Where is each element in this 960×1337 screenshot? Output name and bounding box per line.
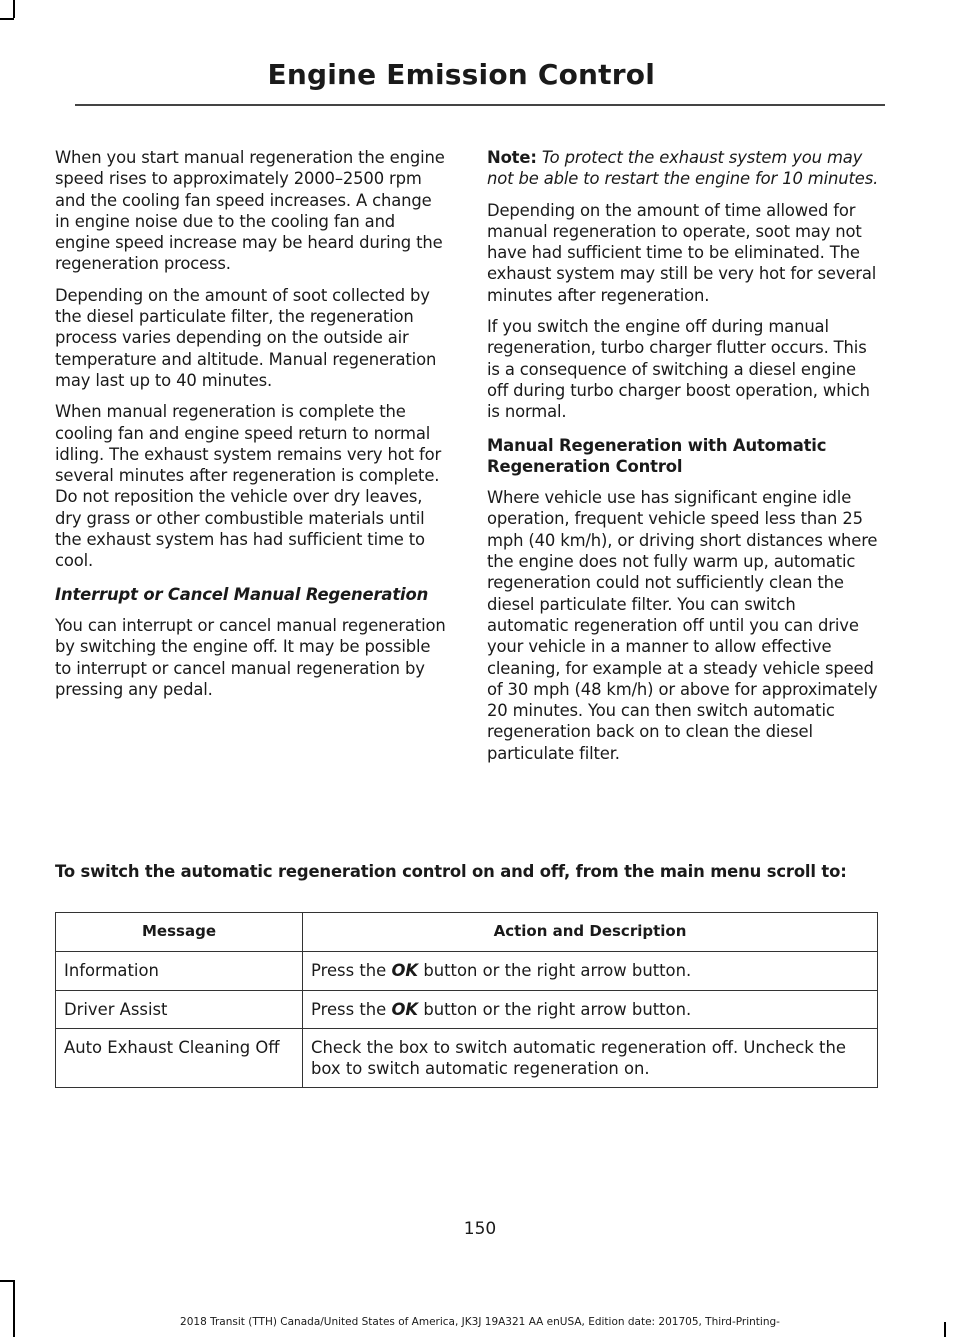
paragraph-regeneration-complete: When manual regeneration is complete the cooling fan and engine speed return to normal idling. The exhaust system remains very hot for several minutes after regeneration is complete. Do not reposition the vehicle over dry leaves, dry grass or other combustible materials until the exhaust system has had sufficient time to cool. xyxy=(55,402,442,571)
crop-mark-bottom-left-horizontal xyxy=(0,1280,14,1282)
table-row xyxy=(56,1028,878,1088)
menu-heading: To switch the automatic regeneration control on and off, from the main menu scroll to: xyxy=(55,862,847,881)
action-text: Press the xyxy=(311,999,392,1019)
table-row xyxy=(56,990,878,1028)
crop-mark-top-left-horizontal xyxy=(0,18,14,20)
paragraph-regeneration-start: When you start manual regeneration the engine speed rises to approximately 2000–2500 rpm and the cooling fan speed increases. A change in engine noise due to the cooling fan and engine speed increase may be heard during the regeneration process. xyxy=(55,148,445,274)
ok-button-label: OK xyxy=(391,999,419,1019)
header-divider xyxy=(75,104,885,106)
action-text: button or the right arrow button. xyxy=(418,961,692,981)
table-cell-message: Information xyxy=(56,952,303,990)
table-cell-message: Driver Assist xyxy=(56,990,303,1028)
paragraph-interrupt-cancel: You can interrupt or cancel manual regeneration by switching the engine off. It may be possible to interrupt or cancel manual regeneration by pressing any pedal. xyxy=(55,615,446,699)
ok-button-label: OK xyxy=(391,961,419,981)
paragraph-soot-amount: Depending on the amount of soot collected by the diesel particulate filter, the regeneration process varies depending on the outside air temperature and altitude. Manual regeneration may last up to 40 minutes. xyxy=(55,285,437,390)
page-number: 150 xyxy=(463,1219,497,1239)
action-text: button or the right arrow button. xyxy=(418,999,692,1019)
footer-edition-info: 2018 Transit (TTH) Canada/United States of America, JK3J 19A321 AA enUSA, Edition date: 201705, Third-Printing- xyxy=(180,1316,780,1328)
paragraph-vehicle-use: Where vehicle use has significant engine idle operation, frequent vehicle speed less than 25 mph (40 km/h), or driving short distances where the engine does not fully warm up, automatic regeneration could not sufficiently clean the diesel particulate filter. You can switch automatic regeneration off until you can drive your vehicle in a manner to allow effective cleaning, for example at a steady vehicle speed of 30 mph (48 km/h) or above for approximately 20 minutes. You can then switch automatic regeneration back on to clean the diesel particulate filter. xyxy=(487,488,878,763)
left-column xyxy=(55,147,447,710)
table-cell-message: Auto Exhaust Cleaning Off xyxy=(56,1028,303,1088)
note-text: To protect the exhaust system you may not be able to restart the engine for 10 minutes. xyxy=(487,148,879,189)
table-row xyxy=(56,952,878,990)
page-title: Engine Emission Control xyxy=(267,58,655,91)
action-text: Press the xyxy=(311,961,392,981)
crop-mark-top-left-vertical xyxy=(13,0,15,18)
table-cell-action xyxy=(303,990,878,1028)
paragraph-turbo-flutter: If you switch the engine off during manual regeneration, turbo charger flutter occurs. This is a consequence of switching a diesel engine off during turbo charger boost operation, which is normal. xyxy=(487,317,870,422)
heading-interrupt-cancel: Interrupt or Cancel Manual Regeneration xyxy=(55,584,429,604)
table-header-row xyxy=(56,913,878,952)
column-header-message: Message xyxy=(56,913,303,952)
menu-table xyxy=(55,912,878,1088)
crop-mark-bottom-left-vertical xyxy=(13,1280,15,1337)
paragraph-time-allowed: Depending on the amount of time allowed for manual regeneration to operate, soot may not have had sufficient time to be eliminated. The exhaust system may still be very hot for several minutes after regeneration. xyxy=(487,200,877,305)
action-text: Check the box to switch automatic regeneration off. Uncheck the box to switch automatic regeneration on. xyxy=(311,1037,846,1079)
right-column xyxy=(487,147,879,774)
note xyxy=(487,147,879,190)
heading-automatic-regeneration-control: Manual Regeneration with Automatic Regeneration Control xyxy=(487,435,827,476)
table-cell-action xyxy=(303,952,878,990)
note-label: Note: xyxy=(487,148,537,167)
table-cell-action xyxy=(303,1028,878,1088)
column-header-action: Action and Description xyxy=(303,913,878,952)
